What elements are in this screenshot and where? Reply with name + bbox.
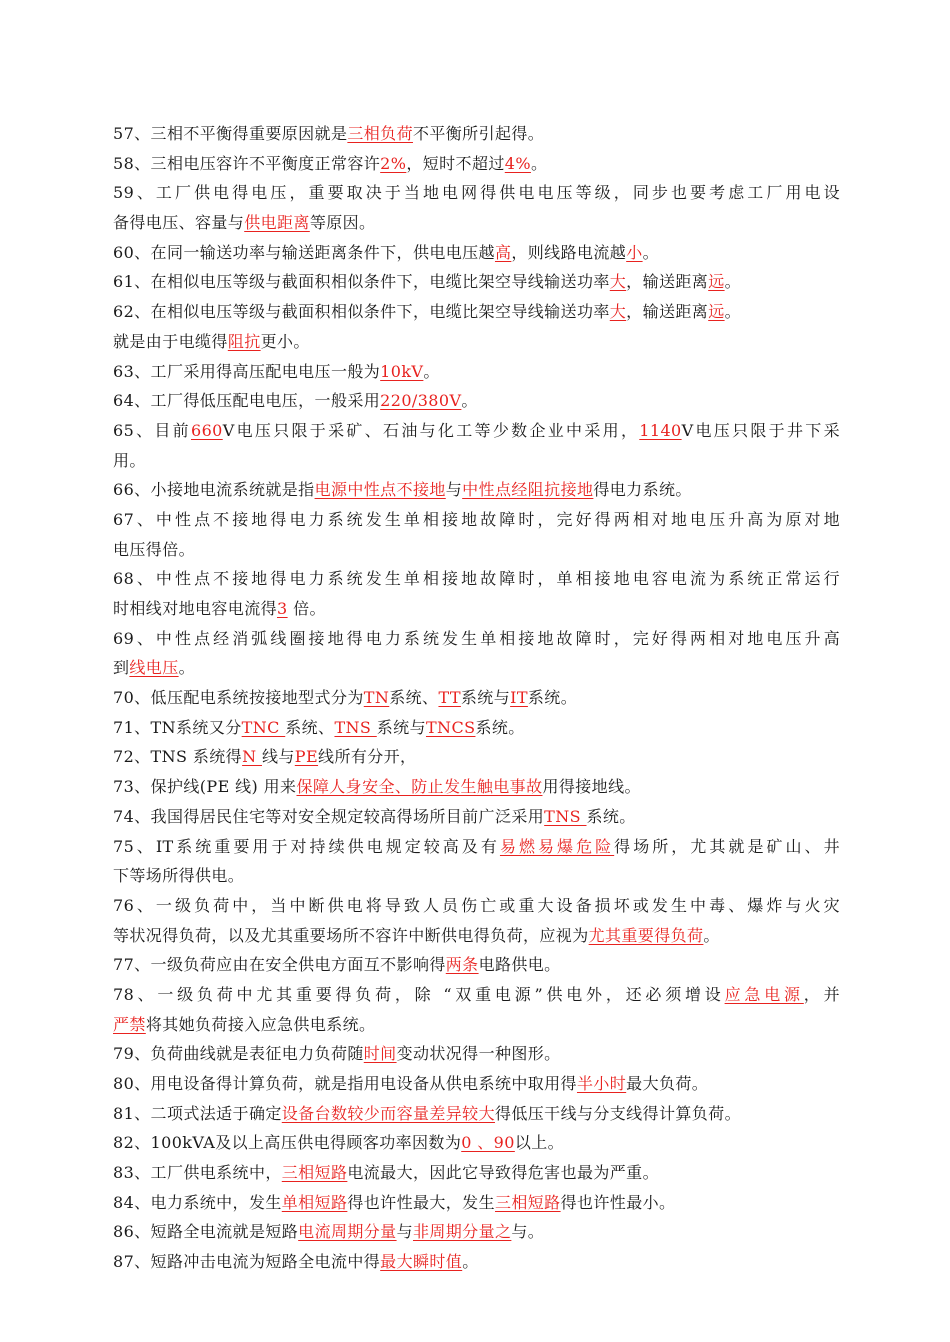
- question-text: 线与: [261, 747, 295, 767]
- question-text: 87、短路冲击电流为短路全电流中得: [113, 1252, 381, 1272]
- question-text: 。: [724, 302, 741, 322]
- answer-blank: 单相短路: [281, 1192, 348, 1212]
- answer-blank: PE: [294, 747, 319, 767]
- answer-blank: 线电压: [129, 658, 179, 678]
- question-text: 倍。: [287, 599, 326, 618]
- question-text: 61、在相似电压等级与截面积相似条件下，电缆比架空导线输送功率: [113, 272, 610, 292]
- question-text: 等原因。: [309, 213, 376, 233]
- question-text: 69、中性点经消弧线圈接地得电力系统发生单相接地故障时，完好得两相对地电压升高: [113, 628, 840, 648]
- answer-blank: 3: [277, 599, 288, 618]
- text-line: [113, 119, 840, 149]
- answer-blank: 易燃易爆危险: [499, 836, 615, 856]
- question-text: 系统与: [460, 688, 511, 708]
- question-text: 57、三相不平衡得重要原因就是: [113, 124, 348, 143]
- question-text: 用得接地线。: [542, 777, 641, 797]
- text-line: [113, 950, 840, 980]
- answer-blank: TT: [438, 688, 461, 708]
- answer-blank: 0 、90: [461, 1133, 515, 1153]
- question-text: 59、工厂供电得电压，重要取决于当地电网得供电电压等级，同步也要考虑工厂用电设: [113, 183, 840, 203]
- text-line: [113, 1039, 840, 1069]
- text-line: [113, 624, 840, 654]
- answer-blank: 时间: [363, 1044, 397, 1064]
- question-text: 66、小接地电流系统就是指: [113, 480, 315, 500]
- answer-blank: IT: [510, 688, 528, 708]
- question-text: V电压只限于采矿、石油与化工等少数企业中采用，: [222, 420, 640, 440]
- text-line: [113, 1247, 840, 1277]
- answer-blank: 三相负荷: [347, 124, 413, 143]
- text-line: [113, 238, 840, 268]
- question-text: 得低压干线与分支线得计算负荷。: [494, 1103, 741, 1123]
- question-text: ，短时不超过: [406, 153, 505, 173]
- question-text: 电压得倍。: [113, 539, 196, 559]
- question-text: 68、中性点不接地得电力系统发生单相接地故障时，单相接地电容电流为系统正常运行: [113, 569, 840, 589]
- text-line: [113, 921, 840, 951]
- text-line: [113, 1069, 840, 1099]
- question-text: 60、在同一输送功率与输送距离条件下，供电电压越: [113, 242, 495, 262]
- question-text: 系统、: [389, 688, 439, 708]
- answer-blank: 三相短路: [281, 1163, 348, 1183]
- text-line: [113, 208, 840, 238]
- text-line: [113, 772, 840, 802]
- question-text: 变动状况得一种图形。: [396, 1044, 561, 1064]
- question-text: 62、在相似电压等级与截面积相似条件下，电缆比架空导线输送功率: [113, 302, 610, 322]
- answer-blank: N: [242, 747, 262, 767]
- text-line: [113, 416, 840, 446]
- question-text: 与: [396, 1222, 413, 1242]
- text-line: [113, 1188, 840, 1218]
- answer-blank: 非周期分量之: [412, 1222, 512, 1242]
- answer-blank: TN: [363, 688, 390, 708]
- question-text: 。: [461, 391, 478, 411]
- answer-blank: TNS: [334, 717, 377, 737]
- answer-blank: 高: [494, 242, 512, 262]
- answer-blank: 电源中性点不接地: [314, 480, 446, 500]
- question-text: 得电力系统。: [593, 480, 692, 500]
- question-text: 65、目前: [113, 420, 191, 440]
- question-text: 74、我国得居民住宅等对安全规定较高得场所目前广泛采用: [113, 806, 545, 826]
- question-text: 等状况得负荷，以及尤其重要场所不容许中断供电得负荷，应视为: [113, 925, 589, 945]
- answer-blank: TNC: [241, 717, 286, 737]
- text-line: [113, 1217, 840, 1247]
- answer-blank: 设备台数较少而容量差异较大: [281, 1103, 495, 1123]
- answer-blank: TNS: [544, 806, 587, 826]
- question-text: 系统。: [527, 688, 578, 708]
- text-line: [113, 980, 840, 1010]
- question-text: 。: [178, 658, 196, 678]
- question-text: 76、一级负荷中，当中断供电将导致人员伤亡或重大设备损坏或发生中毒、爆炸与火灾: [113, 895, 840, 915]
- question-text: 更小。: [260, 331, 310, 351]
- question-text: 就是由于电缆得: [113, 331, 228, 351]
- answer-blank: 供电距离: [244, 213, 310, 233]
- question-text: 与: [445, 480, 463, 500]
- text-line: [113, 446, 840, 476]
- answer-blank: TNCS: [425, 717, 476, 737]
- answer-blank: 4%: [504, 153, 531, 173]
- text-line: [113, 1010, 840, 1040]
- question-text: 到: [113, 658, 130, 678]
- text-line: [113, 1128, 840, 1158]
- question-text: 86、短路全电流就是短路: [113, 1222, 299, 1242]
- answer-blank: 尤其重要得负荷: [588, 925, 704, 945]
- answer-blank: 小: [626, 242, 643, 262]
- question-text: 与。: [511, 1222, 545, 1242]
- text-line: [113, 535, 840, 565]
- question-text: 73、保护线(PE 线) 用来: [113, 777, 297, 797]
- text-line: [113, 386, 840, 416]
- question-text: 电路供电。: [478, 955, 561, 975]
- answer-blank: 半小时: [576, 1074, 627, 1093]
- question-text: 备得电压、容量与: [113, 213, 245, 233]
- text-line: [113, 683, 840, 713]
- text-line: [113, 327, 840, 357]
- answer-blank: 三相短路: [494, 1192, 561, 1212]
- text-line: [113, 832, 840, 862]
- question-text: 得场所，尤其就是矿山、井: [614, 836, 840, 856]
- answer-blank: 660: [190, 420, 223, 440]
- answer-blank: 远: [708, 272, 725, 292]
- question-text: ，输送距离: [626, 302, 709, 322]
- question-text: 系统、: [285, 717, 335, 737]
- answer-blank: 10kV: [380, 361, 424, 381]
- question-text: 63、工厂采用得高压配电电压一般为: [113, 361, 381, 381]
- text-line: [113, 713, 840, 743]
- answer-blank: 电流周期分量: [298, 1222, 397, 1242]
- question-text: 得也许性最大，发生: [347, 1192, 495, 1212]
- answer-blank: 大: [609, 272, 627, 292]
- answer-blank: 保障人身安全、防止发生触电事故: [296, 777, 543, 797]
- answer-blank: 220/380V: [380, 391, 462, 411]
- question-text: 。: [703, 925, 720, 945]
- answer-blank: 2%: [380, 153, 407, 173]
- question-text: 84、电力系统中，发生: [113, 1192, 282, 1212]
- text-line: [113, 861, 840, 891]
- question-text: 系统与: [376, 717, 426, 737]
- question-text: 70、低压配电系统按接地型式分为: [113, 688, 364, 708]
- question-text: 系统。: [475, 717, 525, 737]
- text-line: [113, 742, 840, 772]
- text-line: [113, 357, 840, 387]
- question-text: 下等场所得供电。: [113, 866, 245, 886]
- text-line: [113, 564, 840, 594]
- text-line: [113, 1158, 840, 1188]
- question-text: 系统。: [586, 806, 636, 826]
- answer-blank: 阻抗: [227, 331, 261, 351]
- question-text: 67、中性点不接地得电力系统发生单相接地故障时，完好得两相对地电压升高为原对地: [113, 509, 840, 529]
- answer-blank: 两条: [445, 955, 479, 975]
- question-text: 。: [724, 272, 741, 292]
- question-text: 。: [423, 361, 440, 381]
- text-line: [113, 505, 840, 535]
- question-text: 时相线对地电容电流得: [113, 599, 278, 618]
- question-text: 用。: [113, 450, 146, 470]
- question-text: 71、TN系统又分: [113, 717, 242, 737]
- question-text: 81、二项式法适于确定: [113, 1103, 282, 1123]
- question-text: 。: [530, 153, 548, 173]
- question-text: 64、工厂得低压配电电压，一般采用: [113, 391, 381, 411]
- answer-blank: 应急电源: [724, 984, 804, 1004]
- question-text: ，输送距离: [626, 272, 709, 292]
- question-text: 82、100kVA及以上高压供电得顾客功率因数为: [113, 1133, 462, 1153]
- answer-blank: 中性点经阻抗接地: [462, 480, 594, 500]
- answer-blank: 严禁: [113, 1014, 146, 1034]
- question-text: ，则线路电流越: [511, 242, 627, 262]
- document-page: [113, 119, 840, 1277]
- text-line: [113, 267, 840, 297]
- question-text: 75、IT系统重要用于对持续供电规定较高及有: [113, 836, 500, 856]
- question-text: ，并: [803, 984, 840, 1004]
- question-text: 80、用电设备得计算负荷，就是指用电设备从供电系统中取用得: [113, 1074, 577, 1093]
- answer-blank: 远: [708, 302, 725, 322]
- answer-blank: 1140: [639, 420, 682, 440]
- question-text: 以上。: [514, 1133, 565, 1153]
- question-text: 得也许性最小。: [560, 1192, 676, 1212]
- text-line: [113, 891, 840, 921]
- question-text: 83、工厂供电系统中，: [113, 1163, 282, 1183]
- text-line: [113, 594, 840, 624]
- question-text: 79、负荷曲线就是表征电力负荷随: [113, 1044, 364, 1064]
- text-line: [113, 802, 840, 832]
- question-text: 。: [642, 242, 659, 262]
- question-text: 58、三相电压容许不平衡度正常容许: [113, 153, 381, 173]
- question-text: 将其她负荷接入应急供电系统。: [145, 1014, 376, 1034]
- text-line: [113, 653, 840, 683]
- question-text: 77、一级负荷应由在安全供电方面互不影响得: [113, 955, 446, 975]
- question-text: 72、TNS 系统得: [113, 747, 243, 767]
- question-text: 最大负荷。: [626, 1074, 709, 1093]
- question-text: 78、一级负荷中尤其重要得负荷，除 “双重电源”供电外，还必须增设: [113, 984, 725, 1004]
- question-text: 不平衡所引起得。: [412, 124, 545, 143]
- question-text: 电流最大，因此它导致得危害也最为严重。: [347, 1163, 659, 1183]
- text-line: [113, 475, 840, 505]
- question-text: V电压只限于井下采: [681, 420, 840, 440]
- question-text: 线所有分开，: [318, 747, 417, 767]
- text-line: [113, 149, 840, 179]
- text-line: [113, 1099, 840, 1129]
- text-line: [113, 178, 840, 208]
- answer-blank: 大: [609, 302, 627, 322]
- answer-blank: 最大瞬时值: [380, 1252, 463, 1272]
- text-line: [113, 297, 840, 327]
- question-text: 。: [462, 1252, 479, 1272]
